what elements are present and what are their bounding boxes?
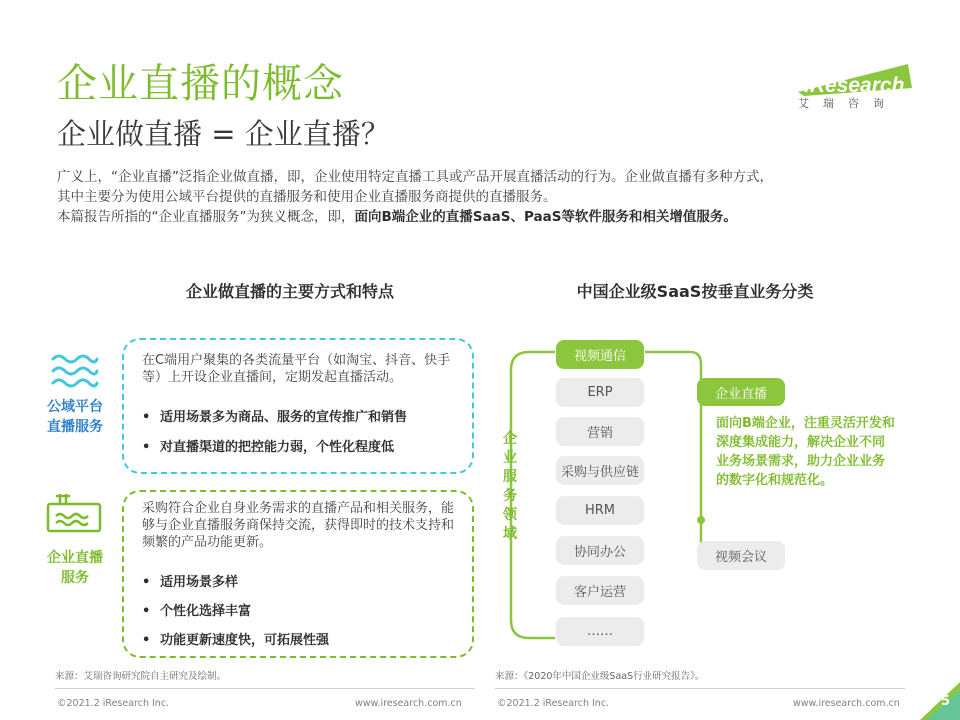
broadcast-screen-icon [44,492,104,534]
intro-paragraph [57,167,937,227]
left-section-title: 企业做直播的主要方式和特点 [185,282,394,301]
copyright-right: ©2021.2 iResearch Inc. [497,698,610,709]
public-bullet-1: • 适用场景多为商品、服务的宣传推广和销售 [142,406,454,425]
vertical-char-2: 业 [503,450,517,466]
waves-icon [50,352,100,390]
right-section-title: 中国企业级SaaS按垂直业务分类 [576,282,814,301]
saas-item-video-communication: 视频通信 [556,340,644,369]
enterprise-bullet-1: • 适用场景多样 [142,571,454,590]
saas-item-erp: ERP [556,378,644,407]
enterprise-live-label [35,548,115,588]
footer-divider-left [55,688,475,689]
saas-item-customer-ops: 客户运营 [556,576,644,605]
logo-cn-text: 艾瑞咨询 [798,97,898,110]
public-bullet-2: • 对直播渠道的把控能力弱，个性化程度低 [142,436,454,455]
enterprise-live-label-line2: 服务 [61,570,89,586]
enterprise-live-label-line1: 企业直播 [47,550,103,566]
source-right: 来源：《2020年中国企业级SaaS行业研究报告》。 [495,671,705,682]
vertical-char-1: 企 [503,431,517,447]
page-title: 企业直播的概念 [57,61,344,107]
enterprise-live-highlight-desc: 面向B端企业，注重灵活开发和深度集成能力，解决企业不同业务场景需求，助力企业业务的数字化和规范化。 [716,416,895,488]
saas-item-more: …… [556,617,644,646]
intro-line-1: 广义上，“企业直播”泛指企业做直播，即，企业使用特定直播工具或产品开展直播活动的行为。企业做直播有多种方式， [57,169,773,185]
enterprise-service-vertical-label [500,430,520,544]
saas-sub-enterprise-live: 企业直播 [697,378,785,406]
logo-brand-text: iResearch [804,74,905,97]
saas-item-procurement: 采购与供应链 [556,456,644,485]
public-platform-label-line1: 公域平台 [47,399,103,415]
source-left: 来源：艾瑞咨询研究院自主研究及绘制。 [55,671,227,682]
public-platform-box [122,338,474,474]
copyright-left: ©2021.2 iResearch Inc. [57,698,170,709]
saas-item-hrm: HRM [556,496,644,525]
saas-item-marketing: 营销 [556,417,644,446]
page-number: 5 [940,694,950,709]
public-platform-label-line2: 直播服务 [47,419,103,435]
footer-divider-right [495,688,905,689]
url-left[interactable]: www.iresearch.com.cn [355,698,462,709]
intro-line-2: 其中主要分为使用公域平台提供的直播服务和使用企业直播服务商提供的直播服务。 [57,189,557,205]
intro-line-3-prefix: 本篇报告所指的“企业直播服务”为狭义概念，即， [57,209,355,225]
enterprise-bullet-3: • 功能更新速度快，可拓展性强 [142,629,454,648]
intro-line-3-bold: 面向B端企业的直播SaaS、PaaS等软件服务和相关增值服务。 [354,209,737,225]
enterprise-live-desc: 采购符合企业自身业务需求的直播产品和相关服务，能够与企业直播服务商保持交流，获得即时的技术支持和频繁的产品功能更新。 [142,501,455,550]
enterprise-bullet-2: • 个性化选择丰富 [142,600,454,619]
vertical-char-6: 域 [503,526,517,542]
vertical-char-5: 领 [503,507,517,523]
enterprise-live-box [122,490,474,658]
vertical-char-4: 务 [503,488,517,504]
page-subtitle: 企业做直播 = 企业直播？ [57,117,390,151]
saas-sub-video-meeting: 视频会议 [697,541,785,570]
vertical-char-3: 服 [503,469,517,485]
intro-line-3 [57,207,937,227]
public-platform-label [35,397,115,437]
saas-item-collaboration: 协同办公 [556,536,644,565]
public-platform-desc: 在C端用户聚集的各类流量平台（如淘宝、抖音、快手等）上开设企业直播间，定期发起直播活动。 [142,353,451,385]
url-right[interactable]: www.iresearch.com.cn [793,698,900,709]
